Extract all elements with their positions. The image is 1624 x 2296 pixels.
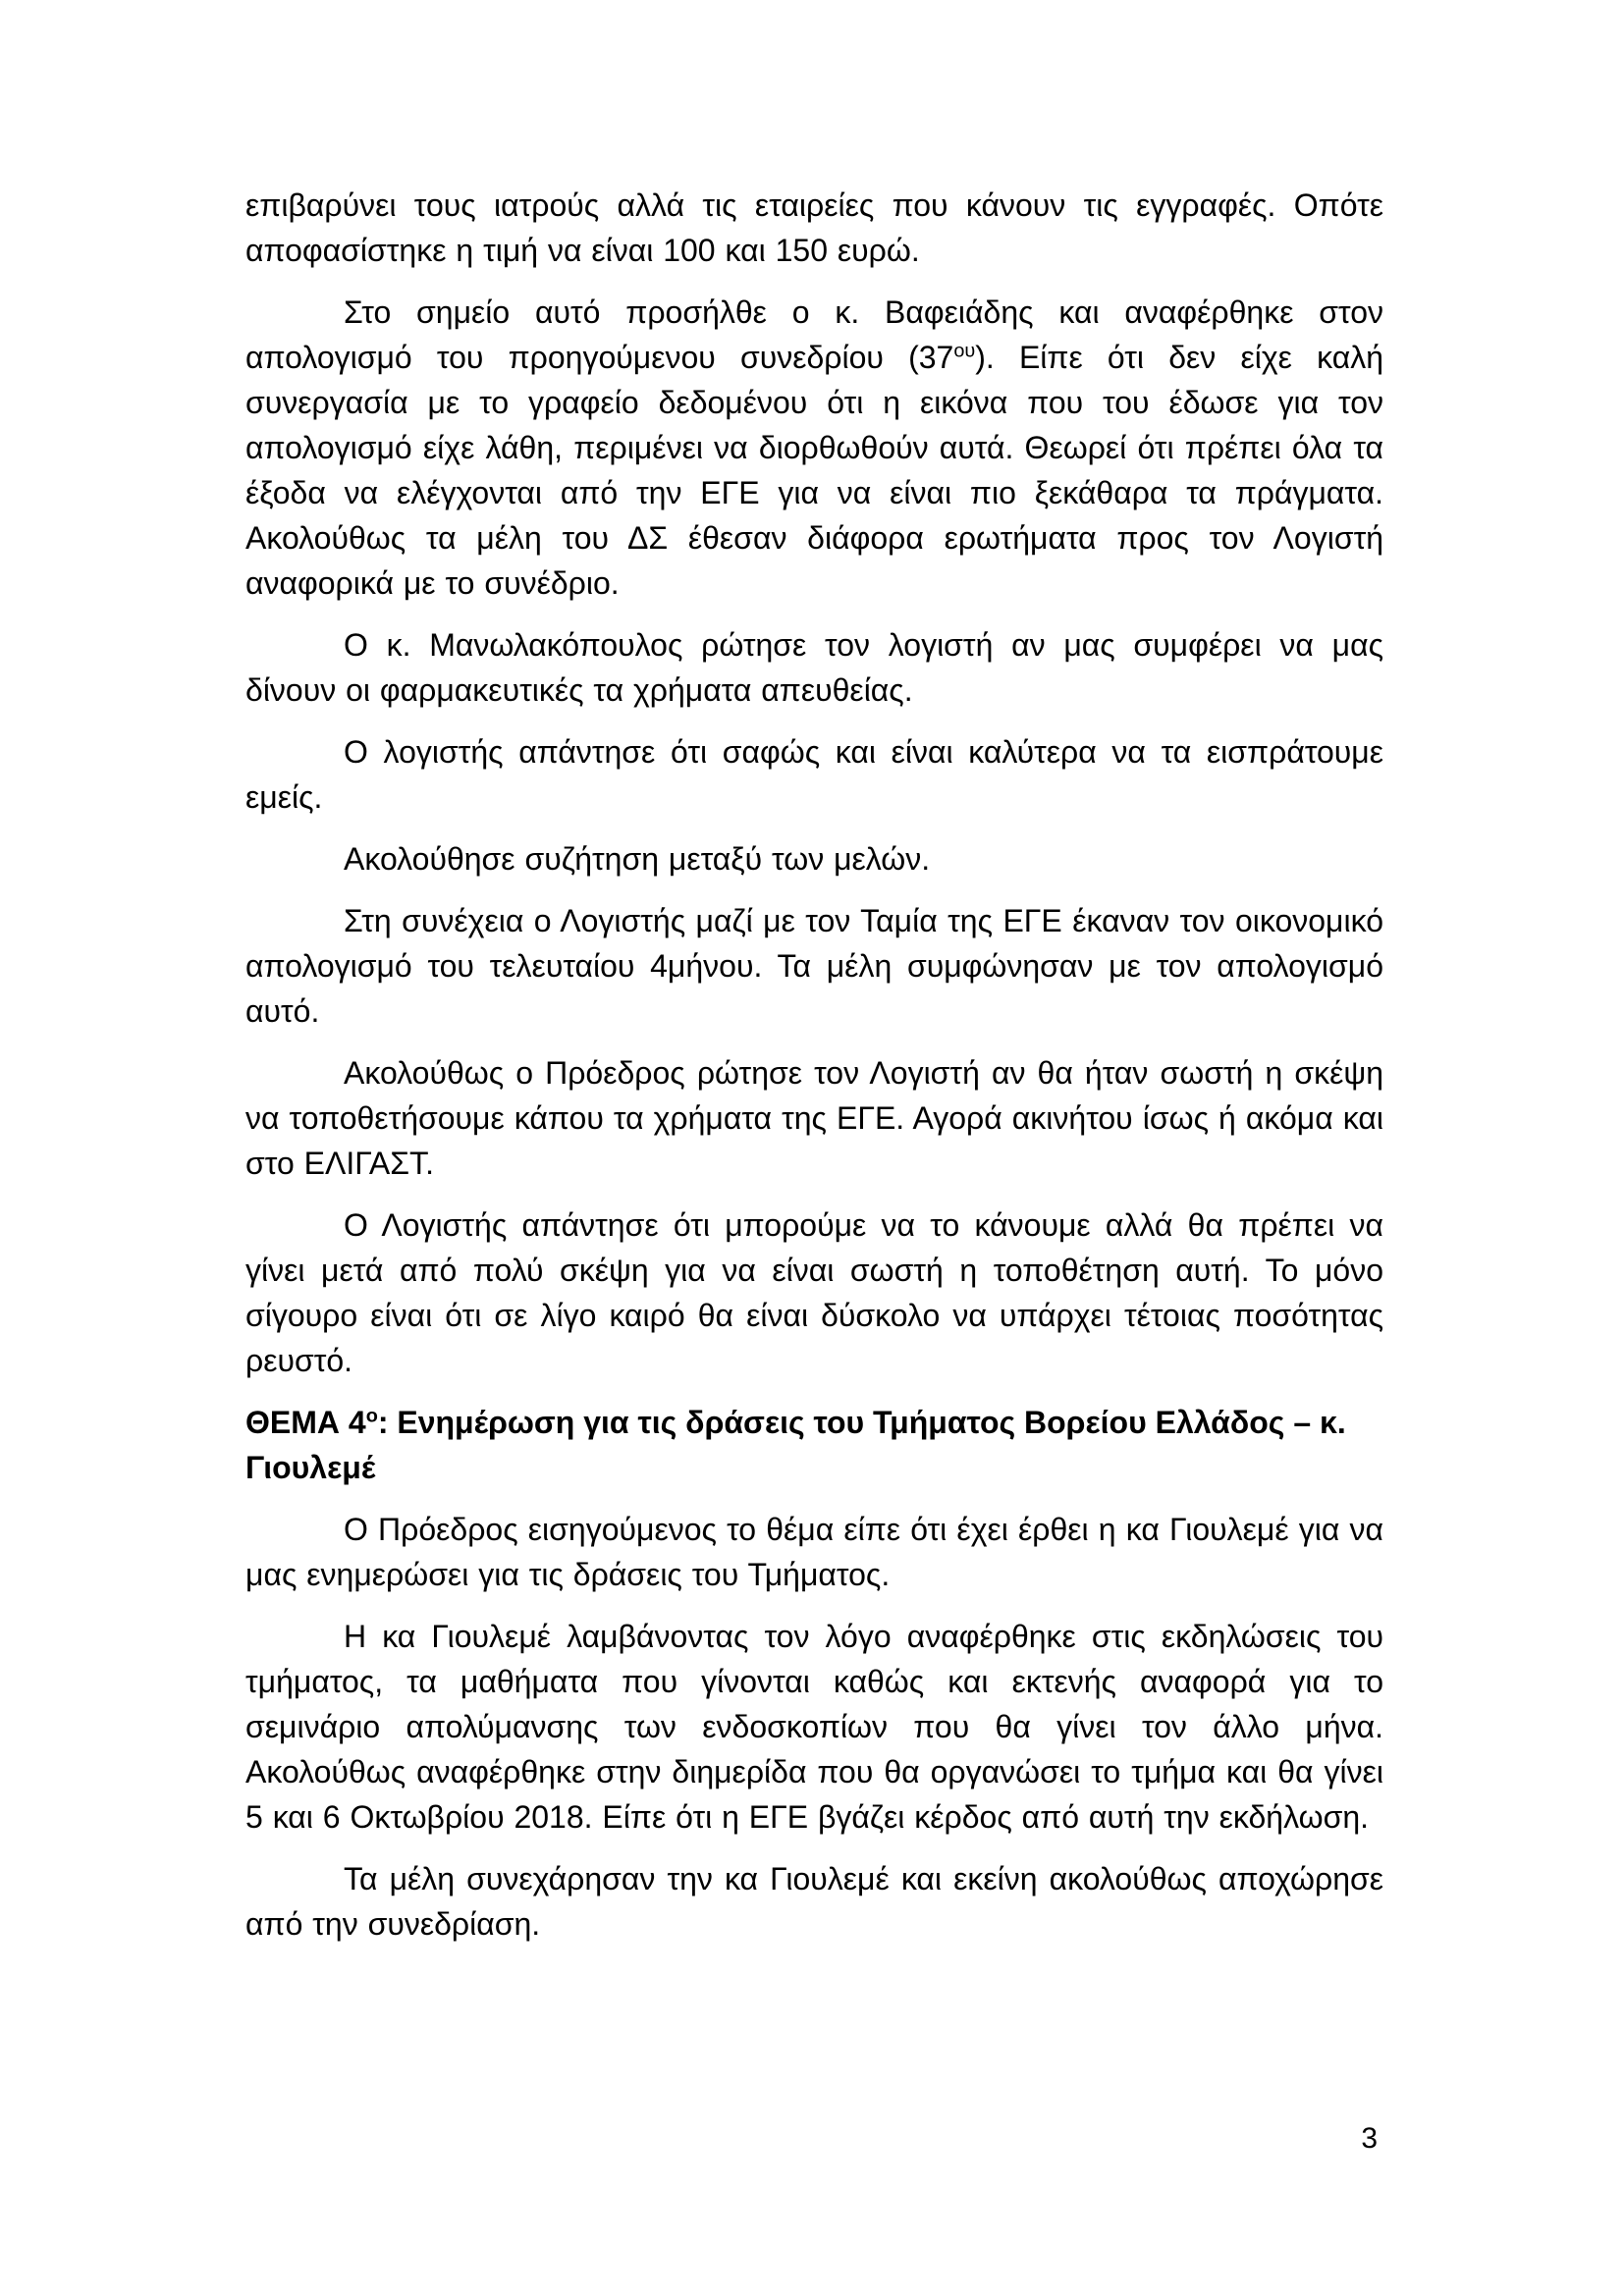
paragraph-accountant-answer: Ο λογιστής απάντησε ότι σαφώς και είναι καλύτερα να τα εισπράτουμε εμείς. [245, 734, 1383, 815]
heading-text: ΘΕΜΑ 4 [245, 1405, 366, 1440]
page-number: 3 [1361, 2122, 1378, 2155]
document-body [245, 183, 1383, 1963]
paragraph-financial-review: Στη συνέχεια ο Λογιστής μαζί με τον Ταμία της ΕΓΕ έκαναν τον οικονομικό απολογισμό του τελευταίου 4μήνου. Τα μέλη συμφώνησαν με τον απολογισμό αυτό. [245, 903, 1383, 1029]
paragraph-text: Στο σημείο αυτό προσήλθε ο κ. Βαφειάδης και αναφέρθηκε στον απολογισμό του προηγούμενου συνεδρίου (37 [245, 294, 1383, 375]
paragraph-discussion: Ακολούθησε συζήτηση μεταξύ των μελών. [344, 841, 931, 877]
paragraph-president-introduction: Ο Πρόεδρος εισηγούμενος το θέμα είπε ότι έχει έρθει η κα Γιουλεμέ για να μας ενημερώσει για τις δράσεις του Τμήματος. [245, 1512, 1383, 1592]
paragraph-congratulations: Τα μέλη συνεχάρησαν την κα Γιουλεμέ και εκείνη ακολούθως αποχώρησε από την συνεδρίαση. [245, 1861, 1383, 1942]
paragraph-accountant-reply: Ο Λογιστής απάντησε ότι μπορούμε να το κάνουμε αλλά θα πρέπει να γίνει μετά από πολύ σκέψη για να είναι σωστή η τοποθέτηση αυτή. Το μόνο σίγουρο είναι ότι σε λίγο καιρό θα είναι δύσκολο να υπάρχει τέτοιας ποσότητας ρευστό. [245, 1207, 1383, 1378]
paragraph-continuation: επιβαρύνει τους ιατρούς αλλά τις εταιρείες που κάνουν τις εγγραφές. Οπότε αποφασίστηκε η τιμή να είναι 100 και 150 ευρώ. [245, 187, 1383, 268]
paragraph-text: ). Είπε ότι δεν είχε καλή συνεργασία με το γραφείο δεδομένου ότι η εικόνα που του έδωσε για τον απολογισμό είχε λάθη, περιμένει να διορθωθούν αυτά. Θεωρεί ότι πρέπει όλα τα έξοδα να ελέγχονται από την ΕΓΕ για να είναι πιο ξεκάθαρα τα πράγματα. Ακολούθως τα μέλη του ΔΣ έθεσαν διάφορα ερωτήματα προς τον Λογιστή αναφορικά με το συνέδριο. [245, 340, 1384, 601]
paragraph-president-question: Ακολούθως ο Πρόεδρος ρώτησε τον Λογιστή αν θα ήταν σωστή η σκέψη να τοποθετήσουμε κάπου τα χρήματα της ΕΓΕ. Αγορά ακινήτου ίσως ή ακόμα και στο ΕΛΙΓΑΣΤ. [245, 1055, 1383, 1181]
topic-4-heading [245, 1400, 1383, 1490]
ordinal-superscript: ου [953, 340, 976, 362]
paragraph-vafeiadis-report [245, 290, 1383, 606]
heading-text: : Ενημέρωση για τις δράσεις του Τμήματος Βορείου Ελλάδος – κ. Γιουλεμέ [245, 1405, 1346, 1485]
paragraph-gioulemi-update: Η κα Γιουλεμέ λαμβάνοντας τον λόγο αναφέρθηκε στις εκδηλώσεις του τμήματος, τα μαθήματα που γίνονται καθώς και εκτενής αναφορά για το σεμινάριο απολύμανσης των ενδοσκοπίων που θα γίνει τον άλλο μήνα. Ακολούθως αναφέρθηκε στην διημερίδα που θα οργανώσει το τμήμα και θα γίνει 5 και 6 Οκτωβρίου 2018. Είπε ότι η ΕΓΕ βγάζει κέρδος από αυτή την εκδήλωση. [245, 1619, 1383, 1835]
ordinal-superscript: ο [365, 1405, 378, 1427]
paragraph-manolakopoulos-question: Ο κ. Μανωλακόπουλος ρώτησε τον λογιστή αν μας συμφέρει να μας δίνουν οι φαρμακευτικές τα χρήματα απευθείας. [245, 627, 1383, 708]
